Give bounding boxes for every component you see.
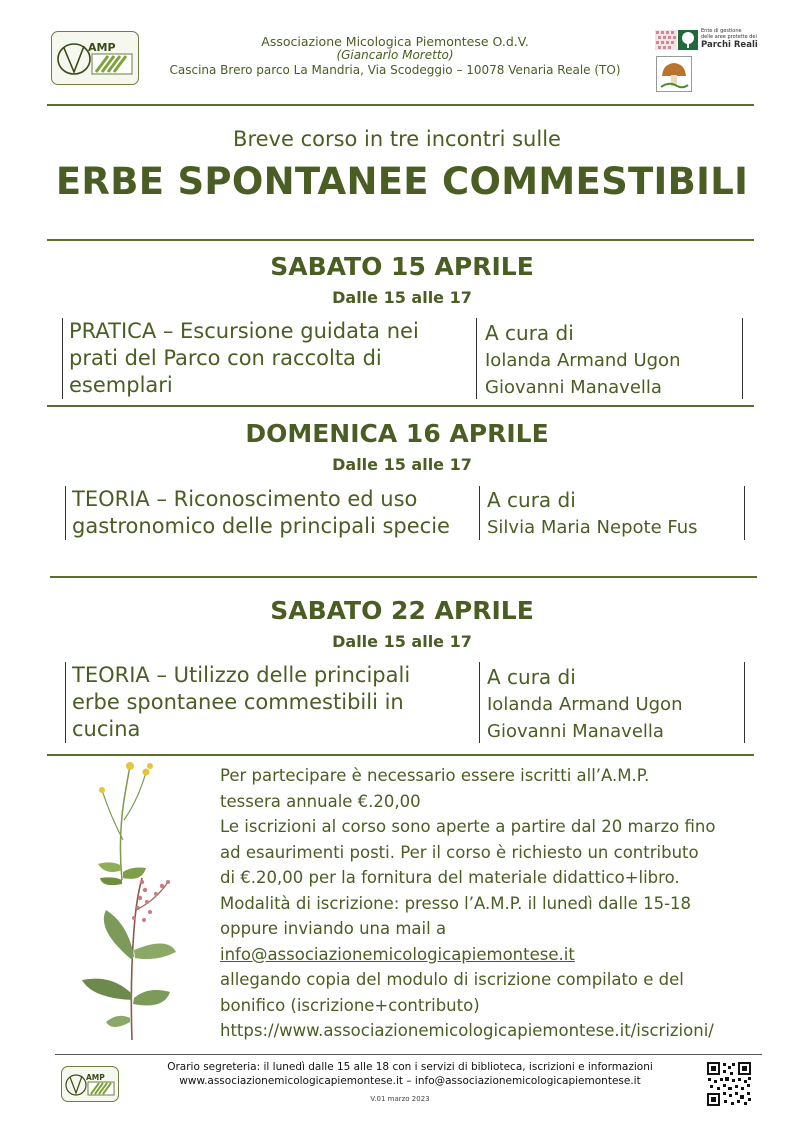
registration-info bbox=[220, 763, 780, 1044]
activity-line: PRATICA – Escursione guidata nei bbox=[69, 319, 419, 343]
curator-label: A cura di bbox=[487, 488, 576, 512]
dandelion-plant-icon bbox=[98, 762, 153, 885]
info-line: di €.20,00 per la fornitura del materiale didattico+libro. bbox=[220, 868, 680, 887]
mushroom-icon bbox=[657, 57, 691, 91]
info-line: Per partecipare è necessario essere iscritti all’A.M.P. bbox=[220, 766, 650, 785]
info-line: Modalità di iscrizione: presso l’A.M.P. il lunedì dalle 15-18 bbox=[220, 893, 692, 913]
session-1-border-right bbox=[742, 318, 743, 399]
partner-line-2: delle aree protette dei bbox=[701, 34, 757, 40]
course-title: ERBE SPONTANEE COMMESTIBILI bbox=[55, 160, 749, 203]
mushroom-logo bbox=[656, 56, 692, 92]
partner-line-1: Ente di gestione bbox=[701, 28, 742, 34]
session-2-border-right bbox=[744, 486, 745, 540]
footer-divider bbox=[55, 1054, 762, 1055]
info-line: ad esaurimenti posti. Per il corso è richiesto un contributo bbox=[220, 842, 699, 862]
activity-line: TEORIA – Utilizzo delle principali bbox=[72, 663, 411, 687]
info-line: allegando copia del modulo di iscrizione compilato e del bbox=[220, 970, 684, 989]
tree-icon bbox=[678, 30, 698, 50]
partner-name: Parchi Reali bbox=[701, 40, 758, 50]
session-2-day: DOMENICA 16 APRILE bbox=[245, 419, 549, 448]
session-2-activity bbox=[72, 486, 477, 540]
email-link[interactable]: info@associazionemicologicapiemontese.it bbox=[220, 944, 575, 964]
activity-line: esemplari bbox=[69, 373, 173, 397]
amp-logo-icon bbox=[52, 32, 138, 84]
session-3-border-left bbox=[65, 662, 66, 743]
plant-illustration bbox=[72, 760, 212, 1050]
activity-line: erbe spontanee commestibili in bbox=[72, 690, 404, 714]
title-divider bbox=[47, 239, 754, 241]
session-1-day: SABATO 15 APRILE bbox=[270, 252, 534, 281]
sorrel-plant-icon bbox=[82, 878, 176, 1040]
founder-name: (Giancarlo Moretto) bbox=[336, 48, 454, 62]
activity-line: cucina bbox=[72, 717, 141, 741]
session-2-border-left bbox=[65, 486, 66, 540]
footer-contacts: www.associazionemicologicapiemontese.it – info@associazionemicologicapiemontese.it bbox=[179, 1075, 641, 1087]
session-2-divider bbox=[50, 576, 757, 578]
org-name: Associazione Micologica Piemontese O.d.V. bbox=[261, 34, 529, 49]
document-version: V.01 marzo 2023 bbox=[370, 1095, 430, 1103]
session-3-border-right bbox=[744, 662, 745, 743]
svg-text:AMP: AMP bbox=[88, 41, 116, 54]
registration-url-link[interactable]: https://www.associazionemicologicapiemontese.it/iscrizioni/ bbox=[220, 1021, 714, 1040]
session-1-border-left bbox=[62, 318, 63, 399]
curator-label: A cura di bbox=[485, 321, 574, 345]
session-1-activity bbox=[69, 318, 474, 399]
session-2-hours: Dalle 15 alle 17 bbox=[332, 455, 472, 474]
session-3-divider bbox=[47, 754, 754, 756]
session-1-divider bbox=[47, 405, 754, 407]
session-3-border-mid bbox=[479, 662, 480, 743]
info-line: bonifico (iscrizione+contributo) bbox=[220, 995, 480, 1015]
session-2-border-mid bbox=[479, 486, 480, 540]
session-3-activity bbox=[72, 662, 477, 743]
amp-logo bbox=[51, 31, 139, 85]
curator-name: Giovanni Manavella bbox=[487, 721, 664, 742]
activity-line: TEORIA – Riconoscimento ed uso bbox=[72, 487, 418, 511]
info-line: oppure inviando una mail a bbox=[220, 919, 447, 938]
office-hours: Orario segreteria: il lunedì dalle 15 alle 18 con i servizi di biblioteca, iscrizioni e informazioni bbox=[167, 1061, 653, 1073]
footer-amp-logo bbox=[61, 1066, 119, 1102]
session-1-border-mid bbox=[476, 318, 477, 399]
activity-line: prati del Parco con raccolta di bbox=[69, 346, 382, 370]
course-subtitle: Breve corso in tre incontri sulle bbox=[233, 127, 561, 151]
session-1-curators bbox=[485, 320, 740, 401]
session-1-hours: Dalle 15 alle 17 bbox=[332, 288, 472, 307]
session-3-curators bbox=[487, 664, 742, 745]
curator-name: Iolanda Armand Ugon bbox=[487, 694, 683, 715]
session-3-hours: Dalle 15 alle 17 bbox=[332, 632, 472, 651]
qr-code-icon bbox=[706, 1061, 752, 1107]
svg-text:AMP: AMP bbox=[86, 1073, 105, 1082]
curator-name: Iolanda Armand Ugon bbox=[485, 350, 681, 371]
activity-line: gastronomico delle principali specie bbox=[72, 514, 450, 538]
parchi-reali-logo bbox=[655, 28, 758, 52]
org-address: Cascina Brero parco La Mandria, Via Scodeggio – 10078 Venaria Reale (TO) bbox=[169, 63, 621, 77]
header-divider bbox=[47, 104, 754, 106]
parchi-reali-grid-icon bbox=[655, 30, 677, 50]
info-line: tessera annuale €.20,00 bbox=[220, 791, 421, 811]
curator-name: Silvia Maria Nepote Fus bbox=[487, 517, 698, 538]
info-line: Le iscrizioni al corso sono aperte a partire dal 20 marzo fino bbox=[220, 817, 716, 836]
curator-name: Giovanni Manavella bbox=[485, 377, 662, 398]
session-3-day: SABATO 22 APRILE bbox=[270, 596, 534, 625]
curator-label: A cura di bbox=[487, 665, 576, 689]
footer-amp-logo-icon bbox=[62, 1067, 118, 1101]
session-2-curators bbox=[487, 487, 742, 541]
